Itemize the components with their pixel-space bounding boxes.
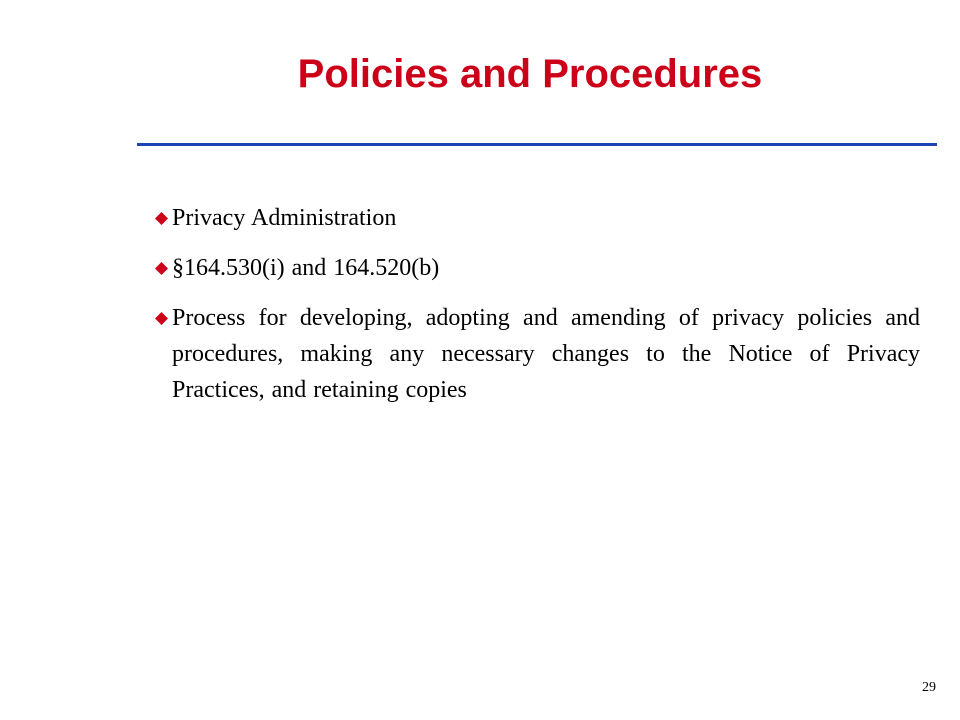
bullet-text: §164.530(i) and 164.520(b) [172,255,440,281]
bullet-text: Process for developing, adopting and amending of privacy policies and procedures, making any necessary changes to the Notice of Privacy Practices, and retaining copies [172,305,920,403]
diamond-bullet-icon [155,262,168,275]
bullet-text: Privacy Administration [172,205,397,231]
bullet-item [120,250,920,286]
bullet-item [120,200,920,236]
slide-title: Policies and Procedures [297,52,763,96]
page-number: 29 [922,680,936,695]
diamond-bullet-icon [155,212,168,225]
title-divider [137,143,937,146]
bullet-item [120,300,920,408]
diamond-bullet-icon [155,312,168,325]
bullet-list [120,200,920,422]
